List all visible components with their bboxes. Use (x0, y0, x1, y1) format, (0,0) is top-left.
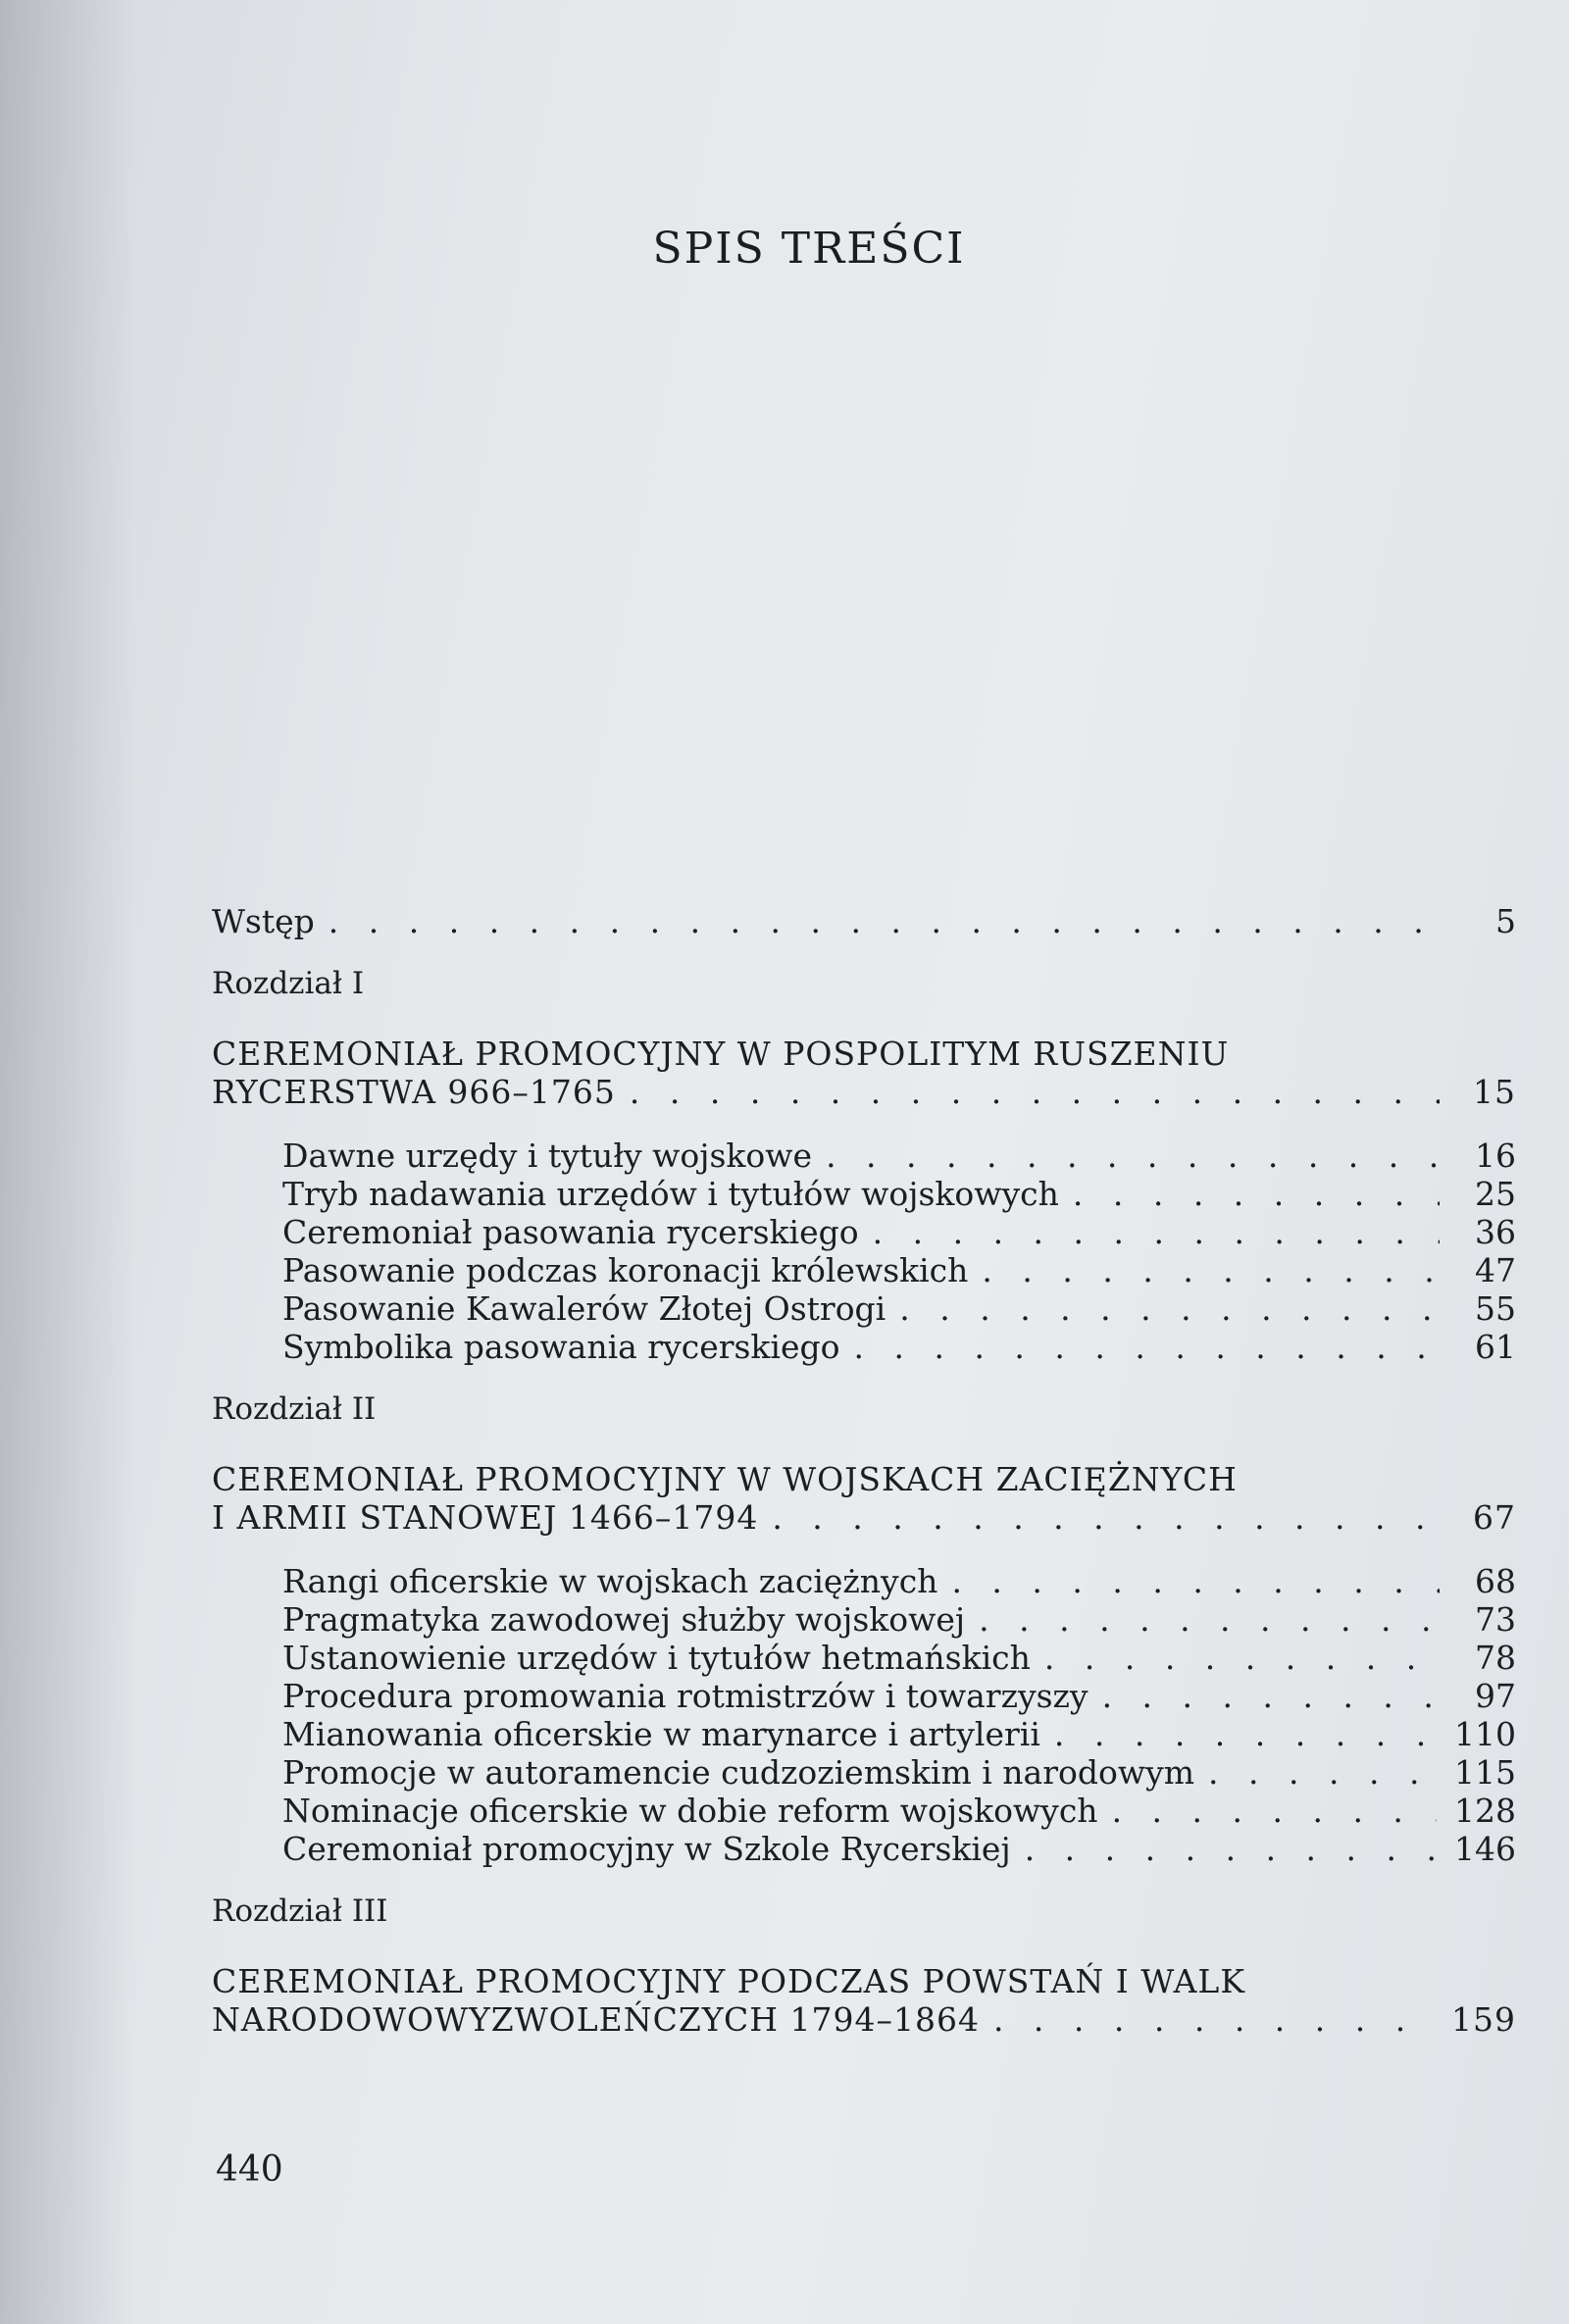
toc-item[interactable] (282, 1289, 1516, 1328)
toc-item-label: Pragmatyka zawodowej służby wojskowej (282, 1600, 966, 1639)
toc-entry-page: 15 (1473, 1073, 1516, 1111)
toc-item-label: Rangi oficerskie w wojskach zaciężnych (282, 1562, 938, 1600)
leader-dots (1044, 1639, 1440, 1677)
leader-dots (982, 1251, 1440, 1289)
toc-entry-page: 159 (1451, 2000, 1516, 2039)
toc-item-page: 47 (1475, 1251, 1516, 1289)
toc-item-label: Ceremoniał promocyjny w Szkole Rycerskiej (282, 1830, 1011, 1868)
leader-dots (630, 1073, 1440, 1111)
toc-entry-page: 67 (1473, 1498, 1516, 1537)
toc-item-label: Promocje w autoramencie cudzoziemskim i narodowym (282, 1753, 1195, 1792)
toc-item[interactable] (282, 1562, 1516, 1600)
chapter-label-2: Rozdział II (212, 1391, 377, 1427)
leader-dots (329, 902, 1440, 940)
toc-item-page: 16 (1475, 1137, 1516, 1175)
leader-dots (1025, 1830, 1437, 1868)
toc-item-page: 68 (1475, 1562, 1516, 1600)
toc-entry-intro[interactable] (212, 902, 1516, 940)
leader-dots (1102, 1677, 1440, 1715)
leader-dots (1208, 1753, 1437, 1792)
toc-entry-page: 5 (1495, 902, 1516, 940)
toc-item-label: Procedura promowania rotmistrzów i towarzyszy (282, 1677, 1088, 1715)
toc-item-label: Dawne urzędy i tytuły wojskowe (282, 1137, 813, 1175)
toc-item-page: 146 (1454, 1830, 1516, 1868)
toc-item[interactable] (282, 1639, 1516, 1677)
chapter-heading-1-line1: CEREMONIAŁ PROMOCYJNY W POSPOLITYM RUSZENIU (212, 1035, 1230, 1073)
toc-item-page: 55 (1475, 1289, 1516, 1328)
toc-entry-label: NARODOWOWYZWOLEŃCZYCH 1794–1864 (212, 2000, 980, 2039)
toc-item[interactable] (282, 1251, 1516, 1289)
leader-dots (854, 1328, 1440, 1366)
leader-dots (951, 1562, 1440, 1600)
chapter-heading-1-line2[interactable] (212, 1073, 1516, 1111)
chapter-2-items (212, 1562, 1516, 1868)
page-title: SPIS TREŚCI (652, 224, 966, 274)
toc-item[interactable] (282, 1328, 1516, 1366)
toc-item[interactable] (282, 1792, 1516, 1830)
chapter-1-items (212, 1137, 1516, 1366)
chapter-heading-3-line2[interactable] (212, 2000, 1516, 2039)
toc-item-page: 97 (1475, 1677, 1516, 1715)
toc-item[interactable] (282, 1677, 1516, 1715)
toc-entry-label: Wstęp (212, 902, 315, 940)
toc-item-page: 128 (1454, 1792, 1516, 1830)
leader-dots (873, 1213, 1440, 1251)
toc-item-label: Pasowanie podczas koronacji królewskich (282, 1251, 969, 1289)
page-number: 440 (216, 2149, 283, 2190)
toc-item-label: Tryb nadawania urzędów i tytułów wojskowych (282, 1175, 1059, 1213)
toc-item-label: Ustanowienie urzędów i tytułów hetmańskich (282, 1639, 1031, 1677)
leader-dots (1054, 1715, 1437, 1753)
toc-item[interactable] (282, 1213, 1516, 1251)
toc-item-page: 73 (1475, 1600, 1516, 1639)
chapter-heading-2-line2[interactable] (212, 1498, 1516, 1537)
leader-dots (899, 1289, 1440, 1328)
chapter-label-3: Rozdział III (212, 1894, 388, 1929)
chapter-heading-3-line1: CEREMONIAŁ PROMOCYJNY PODCZAS POWSTAŃ I WALK (212, 1962, 1245, 2000)
toc-item-page: 61 (1475, 1328, 1516, 1366)
leader-dots (993, 2000, 1434, 2039)
toc-item[interactable] (282, 1175, 1516, 1213)
toc-item-label: Pasowanie Kawalerów Złotej Ostrogi (282, 1289, 886, 1328)
leader-dots (979, 1600, 1440, 1639)
chapter-label-1: Rozdział I (212, 966, 365, 1001)
toc-item-page: 25 (1475, 1175, 1516, 1213)
leader-dots (1073, 1175, 1440, 1213)
toc-item-label: Nominacje oficerskie w dobie reform wojskowych (282, 1792, 1098, 1830)
toc-entry-label: RYCERSTWA 966–1765 (212, 1073, 616, 1111)
page-shadow (0, 0, 137, 2324)
leader-dots (772, 1498, 1440, 1537)
leader-dots (826, 1137, 1440, 1175)
chapter-heading-2-line1: CEREMONIAŁ PROMOCYJNY W WOJSKACH ZACIĘŻNYCH (212, 1460, 1238, 1498)
toc-item-page: 36 (1475, 1213, 1516, 1251)
toc-item-page: 110 (1454, 1715, 1516, 1753)
toc-item-page: 78 (1475, 1639, 1516, 1677)
toc-item-label: Ceremoniał pasowania rycerskiego (282, 1213, 859, 1251)
toc-item[interactable] (282, 1137, 1516, 1175)
toc-item-label: Mianowania oficerskie w marynarce i artylerii (282, 1715, 1040, 1753)
toc-item[interactable] (282, 1830, 1516, 1868)
table-of-contents (212, 902, 1516, 2039)
toc-item[interactable] (282, 1715, 1516, 1753)
toc-item[interactable] (282, 1753, 1516, 1792)
toc-item-label: Symbolika pasowania rycerskiego (282, 1328, 840, 1366)
toc-item[interactable] (282, 1600, 1516, 1639)
toc-entry-label: I ARMII STANOWEJ 1466–1794 (212, 1498, 759, 1537)
toc-item-page: 115 (1454, 1753, 1516, 1792)
leader-dots (1112, 1792, 1437, 1830)
